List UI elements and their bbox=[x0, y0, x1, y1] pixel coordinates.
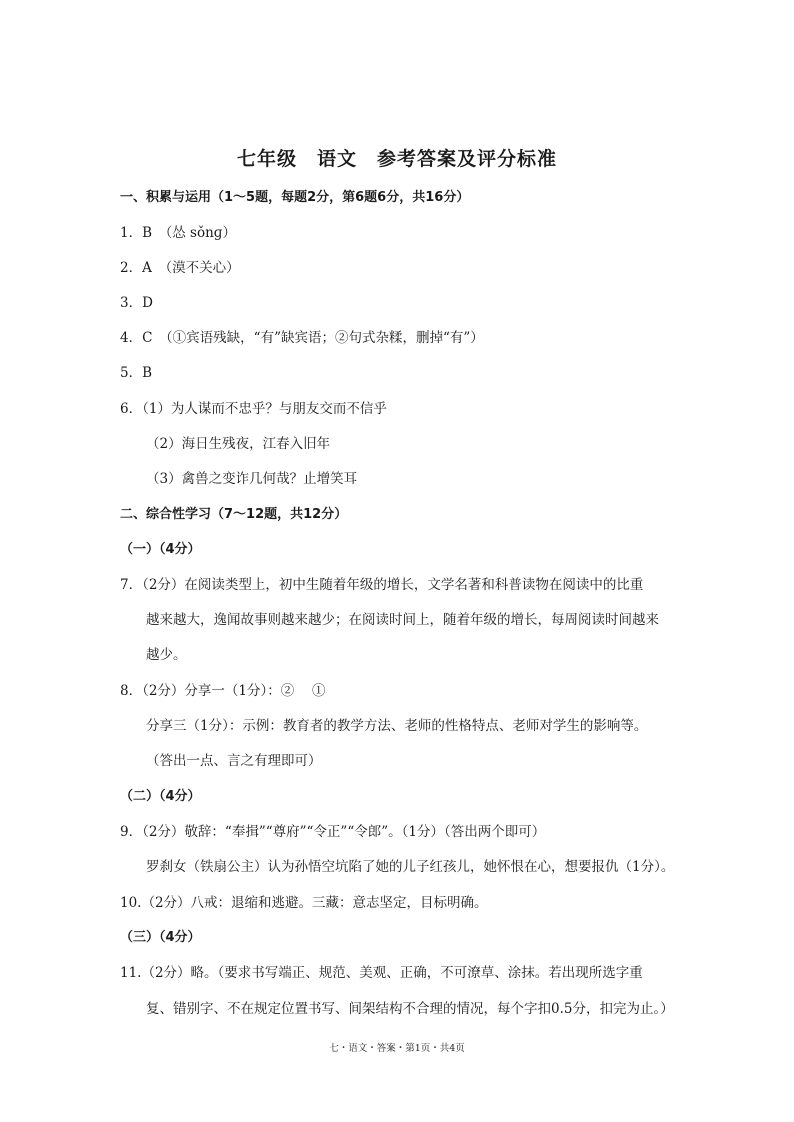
answer-line: 3．D bbox=[120, 295, 153, 311]
answer-line: 9．（2分）敬辞：“奉揖”“尊府”“令正”“令郎”。（1分）（答出两个即可） bbox=[120, 824, 546, 840]
page-title: 七年级 语文 参考答案及评分标准 bbox=[236, 148, 557, 170]
answer-line: （3）禽兽之变诈几何哉？止增笑耳 bbox=[146, 471, 358, 487]
answer-line: 6．（1）为人谋而不忠乎？与朋友交而不信乎 bbox=[120, 401, 387, 417]
section-heading: 一、积累与运用（1～5题，每题2分，第6题6分，共16分） bbox=[120, 190, 470, 205]
page-footer: 七・语文・答案・第1页・共4页 bbox=[329, 1043, 465, 1054]
answer-line: 4．C （①宾语残缺，“有”缺宾语；②句式杂糅，删掉“有”） bbox=[120, 330, 484, 346]
subsection-heading: （三）（4分） bbox=[120, 930, 201, 945]
answer-line: 越少。 bbox=[146, 647, 187, 663]
answer-line: 7．（2分）在阅读类型上，初中生随着年级的增长，文学名著和科普读物在阅读中的比重 bbox=[120, 577, 644, 593]
section-heading: 二、综合性学习（7～12题，共12分） bbox=[120, 507, 348, 522]
answer-line: （答出一点、言之有理即可） bbox=[146, 753, 322, 769]
answer-line: 5．B bbox=[120, 365, 153, 381]
answer-line: 分享三（1分）：示例：教育者的教学方法、老师的性格特点、老师对学生的影响等。 bbox=[146, 718, 648, 734]
answer-line: 越来越大，逸闻故事则越来越少；在阅读时间上，随着年级的增长，每周阅读时间越来 bbox=[146, 612, 659, 628]
answer-line: 11.（2分）略。（要求书写端正、规范、美观、正确，不可潦草、涂抹。若出现所选字重 bbox=[120, 965, 643, 981]
answer-line: （2）海日生残夜，江春入旧年 bbox=[146, 436, 331, 452]
answer-line: 10.（2分）八戒：退缩和逃避。三藏：意志坚定，目标明确。 bbox=[120, 895, 488, 911]
answer-line: 1．B （怂 sǒnɡ） bbox=[120, 225, 236, 241]
subsection-heading: （二）（4分） bbox=[120, 789, 201, 804]
subsection-heading: （一）（4分） bbox=[120, 542, 201, 557]
answer-line: 罗刹女（铁扇公主）认为孙悟空坑陷了她的儿子红孩儿，她怀恨在心，想要报仇（1分）。 bbox=[146, 859, 675, 875]
answer-line: 8．（2分）分享一（1分）：② ① bbox=[120, 683, 326, 699]
answer-line: 复、错别字、不在规定位置书写、间架结构不合理的情况，每个字扣0.5分，扣完为止。） bbox=[146, 1001, 674, 1017]
answer-line: 2．A （漠不关心） bbox=[120, 260, 240, 276]
